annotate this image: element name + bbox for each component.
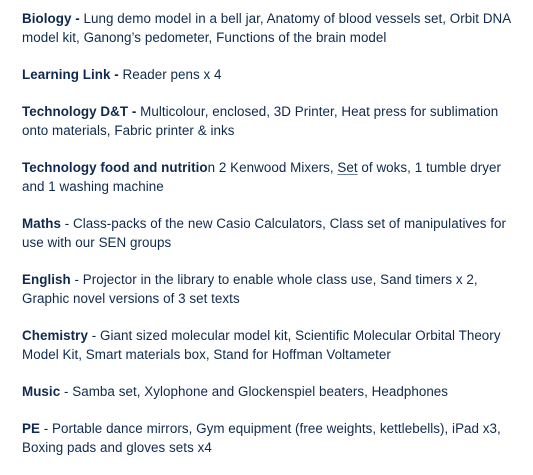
entry-label: Biology -: [22, 11, 84, 26]
entry-label: Chemistry: [22, 328, 88, 343]
entry-items: - Samba set, Xylophone and Glockenspiel beaters, Headphones: [60, 384, 449, 399]
entry-label: Maths: [22, 216, 61, 231]
entry-items: - Giant sized molecular model kit, Scientific Molecular Orbital Theory Model Kit, Smart materials box, Stand for Hoffman Voltameter: [22, 328, 501, 362]
entry-items: Reader pens x 4: [122, 67, 222, 82]
entry-biology: [22, 9, 522, 47]
entry-technology-food: [22, 158, 522, 196]
entry-learning-link: [22, 65, 522, 84]
entry-pe: [22, 419, 522, 457]
entry-items: Lung demo model in a bell jar, Anatomy of blood vessels set, Orbit DNA model kit, Ganong’s pedometer, Functions of the brain model: [22, 11, 511, 45]
entry-maths: [22, 214, 522, 252]
entry-label: PE: [22, 421, 40, 436]
entry-items: - Class-packs of the new Casio Calculators, Class set of manipulatives for use with our SEN groups: [22, 216, 507, 250]
entry-label: Music: [22, 384, 61, 399]
entry-label: Technology D&T -: [22, 104, 141, 119]
entry-label: Technology food and nutritio: [22, 160, 208, 175]
entry-technology-dt: [22, 102, 522, 140]
entry-label: Learning Link -: [22, 67, 123, 82]
entry-items: - Portable dance mirrors, Gym equipment (free weights, kettlebells), iPad x3, Boxing pads and gloves sets x4: [22, 421, 501, 455]
entry-items-part2: of woks, 1 tumble dryer and 1 washing machine: [22, 160, 501, 194]
entry-items: Multicolour, enclosed, 3D Printer, Heat press for sublimation onto materials, Fabric printer & inks: [22, 104, 499, 138]
entry-english: [22, 270, 522, 308]
entry-label: English: [22, 272, 71, 287]
entry-chemistry: [22, 326, 522, 364]
entry-items: - Projector in the library to enable whole class use, Sand timers x 2, Graphic novel versions of 3 set texts: [22, 272, 478, 306]
entry-items-part1: n 2 Kenwood Mixers,: [207, 160, 338, 175]
entry-music: [22, 382, 522, 401]
equipment-list: [22, 9, 522, 475]
spellcheck-underlined-word: Set: [337, 160, 358, 175]
